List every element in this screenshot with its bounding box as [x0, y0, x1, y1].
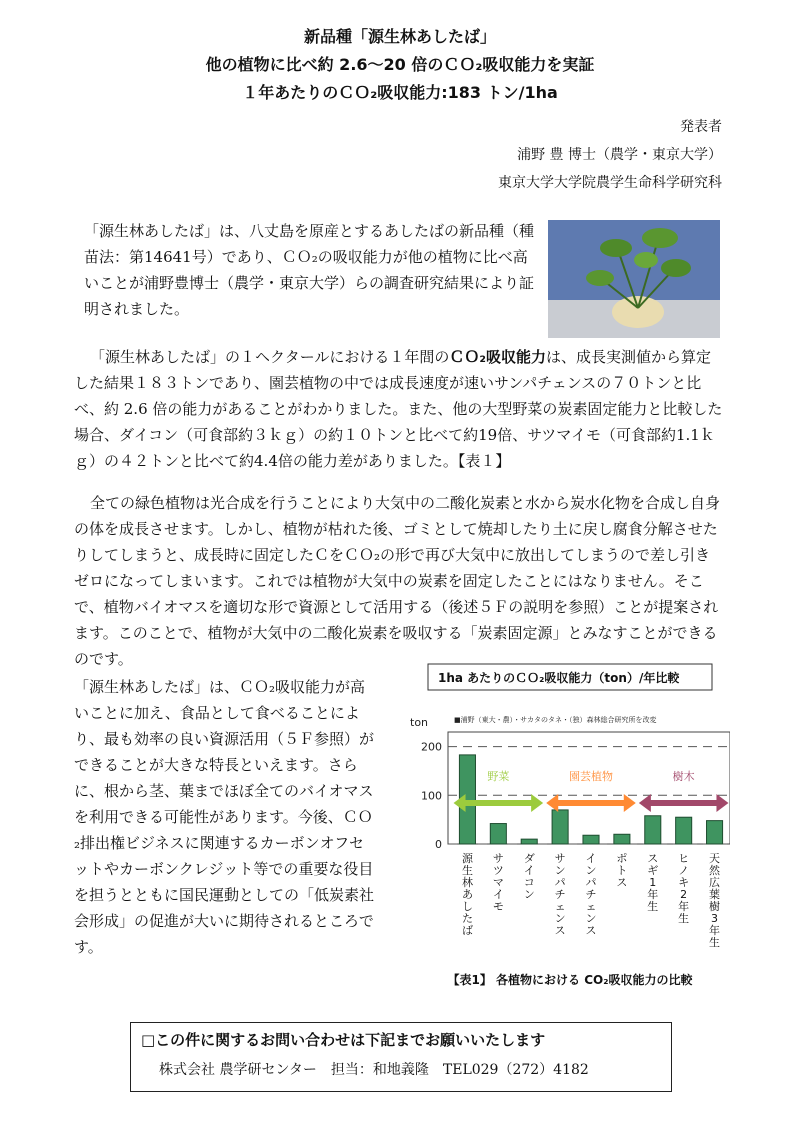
group-label-2: 樹木: [672, 770, 695, 783]
title-line-2: 他の植物に比べ約 2.6～20 倍のＣＯ₂吸収能力を実証: [205, 55, 595, 74]
bar-2: [521, 839, 537, 844]
paragraph-intro: 「源生林あしたば」は、八丈島を原産とするあしたばの新品種（種苗法：第14641号）であり、ＣＯ₂の吸収能力が他の植物に比べ高いことが浦野豊博士（農学・東京大学）らの調査研究結果により証明されました。: [84, 222, 535, 318]
contact-line: 株式会社 農学研センター 担当：和地義隆 TEL029（272）4182: [159, 1062, 589, 1078]
paragraph-features: 「源生林あしたば」は、ＣＯ₂吸収能力が高いことに加え、食品として食べることにより、最も効率の良い資源活用（５Ｆ参照）ができることが大きな特長といえます。さらに、根から茎、葉までほぼ全てのバイオマスを利用できる可能性があります。今後、ＣＯ₂排出権ビジネスに関連するカーボンオフセットやカーボンクレジット等での重要な役目を担うとともに国民運動としての「低炭素社会形成」の促進が大いに期待されるところです。: [74, 678, 375, 956]
paragraph-photosynthesis: 全ての緑色植物は光合成を行うことにより大気中の二酸化炭素と水から炭水化物を合成し自身の体を成長させます。しかし、植物が枯れた後、ゴミとして焼却したり土に戻し腐食分解させたりしてしまうと、成長時に固定したＣをＣＯ₂の形で再び大気中に放出してしまうので差し引きゼロになってしまいます。これでは植物が大気中の炭素を固定したことにはなりません。そこで、植物バイオマスを適切な形で資源として活用する（後述５Ｆの説明を参照）ことが提案されます。このことで、植物が大気中の二酸化炭素を吸収する「炭素固定源」とみなすことができるのです。: [74, 494, 721, 668]
group-arrow-head-left-1: [546, 794, 558, 812]
group-arrow-head-right-2: [716, 794, 728, 812]
y-axis-label: ton: [410, 716, 429, 729]
bar-1: [490, 824, 506, 844]
presenter-affiliation: 東京大学大学院農学生命科学研究科: [498, 175, 722, 191]
y-tick-label: 100: [421, 789, 442, 803]
ashitaba-photo: [548, 220, 720, 338]
chart-container: [410, 660, 730, 987]
chart-title: 1ha あたりのＣＯ₂吸収能力（ton）/年比較: [438, 671, 680, 685]
x-tick-label-6: スギ 1 年生: [647, 852, 659, 913]
x-tick-label-2: ダイコン: [523, 852, 535, 901]
x-tick-label-8: 天然広葉樹 3 年生: [709, 852, 721, 949]
paragraph-absorption-bold: ＣＯ₂吸収能力: [449, 348, 546, 366]
chart-source-note: ■浦野（東大・農）・サカタのタネ・（独）森林総合研究所を改変: [454, 716, 657, 724]
paragraph-absorption-a: 「源生林あしたば」の１ヘクタールにおける１年間の: [90, 348, 450, 366]
group-label-0: 野菜: [487, 770, 510, 783]
group-arrow-head-right-1: [624, 794, 636, 812]
paragraph-absorption-b: は、成長実測値から算定した結果１８３トンであり、園芸植物の中では成長速度が速いサンパチェンスの７０トンと比べ、約 2.6 倍の能力があることがわかりました。また、他の大型野菜の炭素固定能力と比較した場合、ダイコン（可食部約３ｋｇ）の約１０トンと比べて約19倍、サツマイモ（可食部約1.1ｋｇ）の４２トンと比べて約4.4倍の能力差がありました。【表１】: [74, 348, 723, 470]
contact-box: [130, 1022, 672, 1092]
x-tick-label-5: ポトス: [616, 852, 628, 889]
group-label-1: 園芸植物: [569, 770, 613, 783]
group-arrow-head-right-0: [531, 794, 543, 812]
presenter-name: 浦野 豊 博士（農学・東京大学）: [517, 147, 722, 163]
bar-5: [614, 834, 630, 844]
paragraph-absorption: [74, 344, 724, 474]
bar-8: [707, 821, 723, 844]
title-line-1: 新品種「源生林あしたば」: [303, 27, 496, 46]
x-tick-label-1: サツマイモ: [492, 852, 504, 913]
contact-heading: □この件に関するお問い合わせは下記までお願いいたします: [141, 1031, 546, 1049]
bar-7: [676, 817, 692, 844]
co2-chart: [410, 660, 730, 990]
title-line-3: １年あたりのＣＯ₂吸収能力:183 トン/1ha: [242, 83, 558, 102]
y-tick-label: 200: [421, 740, 442, 754]
x-tick-label-4: インパチェンス: [585, 852, 597, 937]
bar-4: [583, 835, 599, 844]
x-tick-label-7: ヒノキ 2 年生: [678, 852, 690, 925]
group-arrow-head-left-2: [639, 794, 651, 812]
presenter-label: 発表者: [680, 119, 722, 135]
bar-3: [552, 810, 568, 844]
y-tick-label: 0: [435, 838, 442, 851]
x-tick-label-0: 源生林あしたば: [461, 852, 473, 937]
x-tick-label-3: サンパチェンス: [554, 852, 566, 937]
bar-6: [645, 816, 661, 844]
chart-caption: 【表1】 各植物における CO₂吸収能力の比較: [447, 973, 693, 987]
